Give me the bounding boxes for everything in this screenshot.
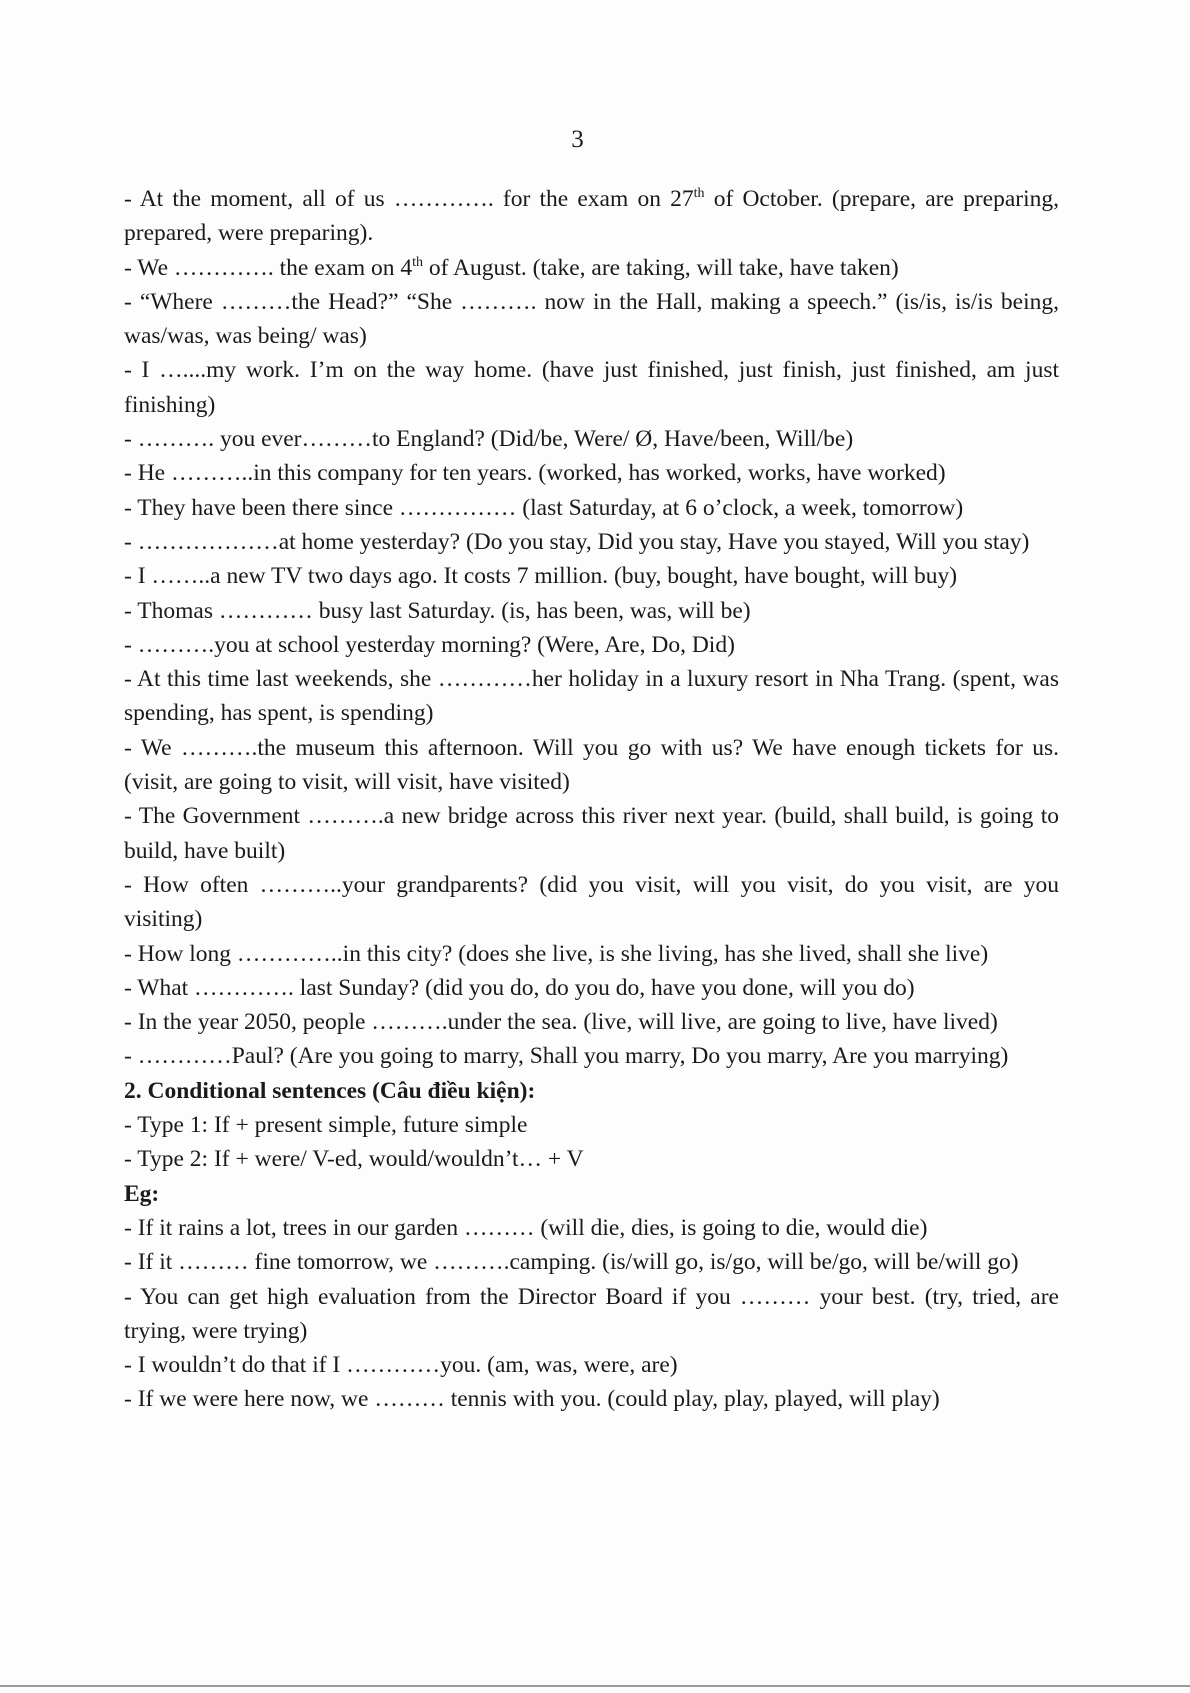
exercise-line (124, 251, 1059, 285)
exercise-line: - …………Paul? (Are you going to marry, Shall you marry, Do you marry, Are you marrying) (124, 1043, 1009, 1070)
line-text: - We …………. the exam on 4 (124, 254, 413, 281)
exercise-line: - At this time last weekends, she …………her holiday in a luxury resort in Nha Trang. (spent, was spending, has spent, is spending) (124, 666, 1059, 727)
exercise-line: - Type 1: If + present simple, future simple (124, 1112, 528, 1139)
exercise-line: - If it rains a lot, trees in our garden ……… (will die, dies, is going to die, would die) (124, 1214, 928, 1241)
exercise-line: - He ………..in this company for ten years. (worked, has worked, works, have worked) (124, 460, 946, 487)
exercise-line: - How often ………..your grandparents? (did you visit, will you visit, do you visit, are you visiting) (124, 871, 1059, 933)
exercise-line: - I wouldn’t do that if I …………you. (am, was, were, are) (124, 1352, 678, 1379)
exercise-line: - Thomas ………… busy last Saturday. (is, has been, was, will be) (124, 597, 751, 624)
exercise-line: - I ……..a new TV two days ago. It costs 7 million. (buy, bought, have bought, will buy) (124, 563, 958, 590)
page-number: 3 (571, 126, 584, 153)
exercise-line: - “Where ………the Head?” “She ………. now in the Hall, making a speech.” (is/is, is/is being, was/was, was being/ was) (124, 288, 1059, 350)
ordinal-suffix: th (412, 254, 423, 270)
line-text: of October. (prepare, are preparing, prepared, were preparing). (124, 186, 1059, 247)
exercise-line: - Type 2: If + were/ V-ed, would/wouldn’t… + V (124, 1146, 584, 1173)
exercise-content (124, 182, 1059, 1417)
line-text: - At the moment, all of us …………. for the exam on 27 (124, 186, 694, 212)
exercise-line: - They have been there since …………… (last Saturday, at 6 o’clock, a week, tomorrow) (124, 494, 964, 521)
exercise-line: - We ……….the museum this afternoon. Will you go with us? We have enough tickets for us. (visit, are going to visit, will visit, have visited) (124, 734, 1059, 796)
exercise-line: - What …………. last Sunday? (did you do, do you do, have you done, will you do) (124, 974, 915, 1001)
exercise-line: - I …....my work. I’m on the way home. (have just finished, just finish, just finished, am just finishing) (124, 357, 1059, 418)
exercise-line: - How long …………..in this city? (does she live, is she living, has she lived, shall she live) (124, 940, 989, 967)
scan-edge-line (0, 1685, 1190, 1687)
exercise-line: - The Government ……….a new bridge across this river next year. (build, shall build, is going to build, have built) (124, 803, 1059, 864)
ordinal-suffix: th (693, 186, 705, 202)
line-text: of August. (take, are taking, will take, have taken) (423, 254, 899, 281)
exercise-line: - If we were here now, we ……… tennis with you. (could play, play, played, will play) (124, 1386, 940, 1413)
exercise-line: - If it ……… fine tomorrow, we ……….camping. (is/will go, is/go, will be/go, will be/will go) (124, 1249, 1019, 1276)
section-heading: Eg: (124, 1180, 160, 1207)
exercise-line (124, 182, 1059, 251)
section-heading: 2. Conditional sentences (Câu điều kiện): (124, 1077, 536, 1104)
exercise-line: - In the year 2050, people ……….under the sea. (live, will live, are going to live, have lived) (124, 1009, 998, 1036)
exercise-line: - You can get high evaluation from the Director Board if you ……… your best. (try, tried, are trying, were trying) (124, 1283, 1059, 1344)
exercise-line: - ……….you at school yesterday morning? (Were, Are, Do, Did) (124, 631, 735, 658)
exercise-line: - ………. you ever………to England? (Did/be, Were/ Ø, Have/been, Will/be) (124, 426, 854, 453)
exercise-line: - ………………at home yesterday? (Do you stay, Did you stay, Have you stayed, Will you stay) (124, 528, 1030, 555)
